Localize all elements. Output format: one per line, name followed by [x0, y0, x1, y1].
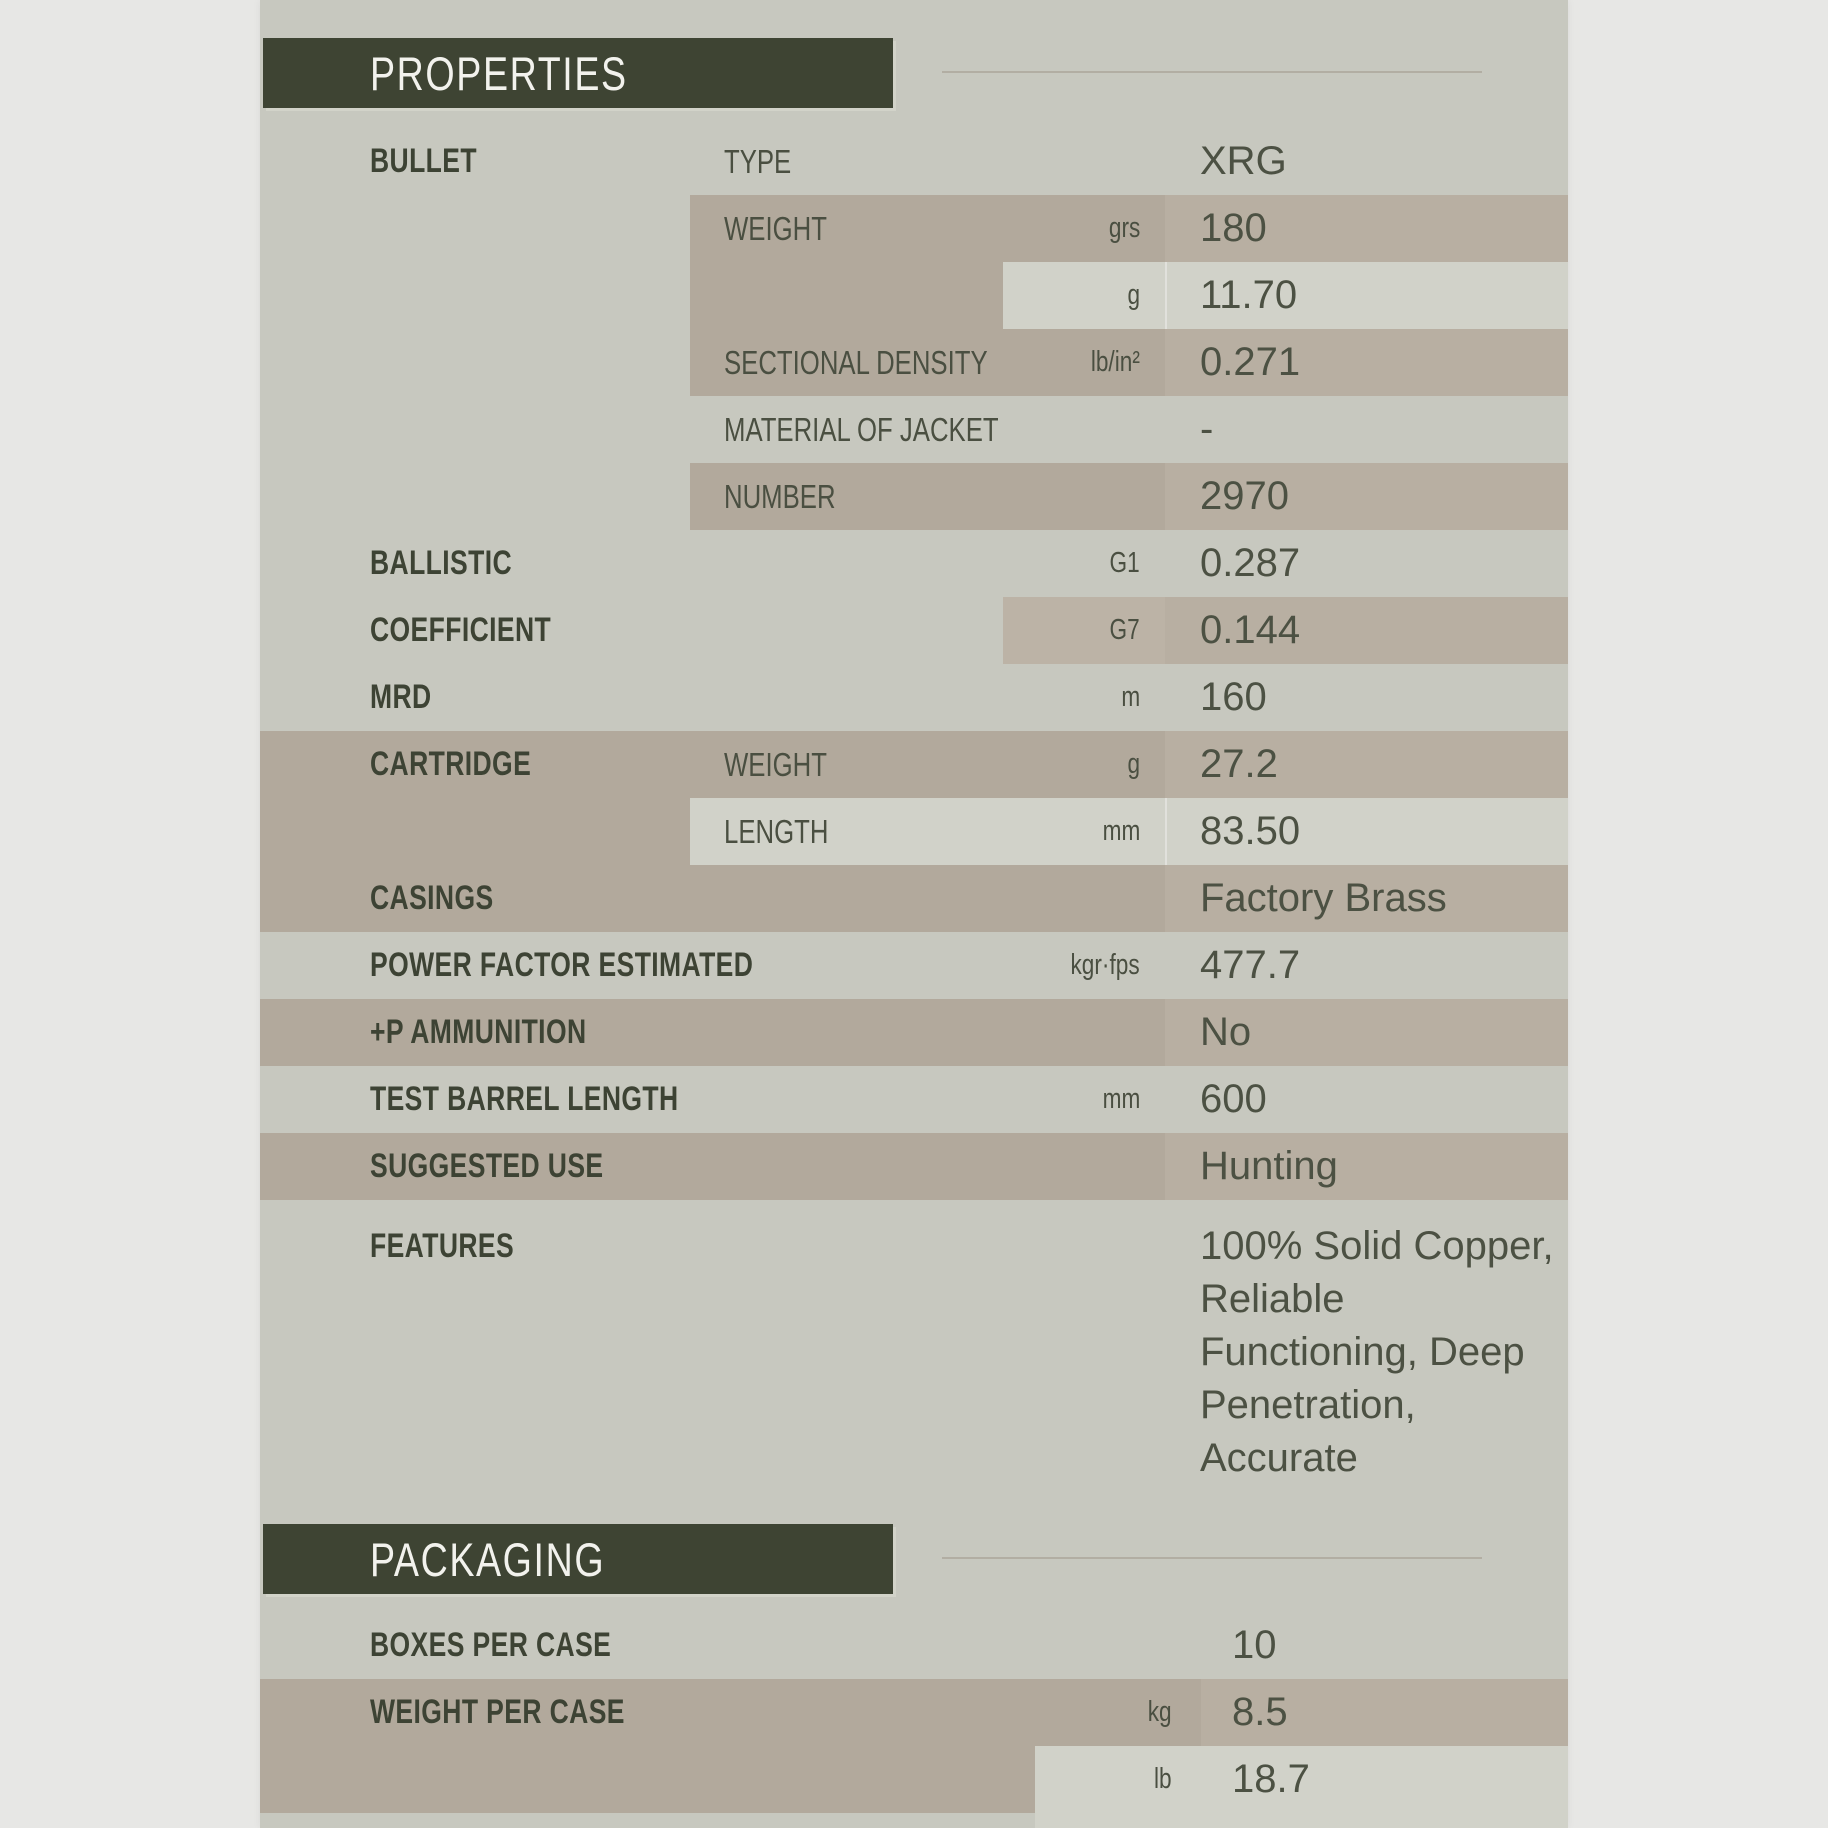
row-sublabel-sectional-density: SECTIONAL DENSITY: [724, 343, 988, 381]
row-value-suggested-use: Hunting: [1200, 1144, 1338, 1188]
row-unit-grs: grs: [1108, 212, 1140, 244]
row-value-features: [1200, 1220, 1554, 1485]
row-value-power-factor: 477.7: [1200, 943, 1301, 987]
row-unit-mm: mm: [1102, 815, 1140, 847]
cell-seam: [1165, 262, 1167, 329]
packaging-header-bar: [263, 1524, 893, 1594]
properties-header-rule: [942, 71, 1482, 73]
row-label-power-factor: POWER FACTOR ESTIMATED: [370, 946, 754, 984]
row-sublabel-length: LENGTH: [724, 812, 829, 850]
row-value-type: XRG: [1200, 139, 1287, 183]
features-line-3: Functioning, Deep: [1200, 1330, 1525, 1374]
row-label-bullet: BULLET: [370, 142, 477, 180]
row-unit-g: g: [1127, 279, 1140, 311]
features-line-2: Reliable: [1200, 1277, 1345, 1321]
properties-header-bar: [263, 38, 893, 108]
row-label-suggested-use: SUGGESTED USE: [370, 1147, 604, 1185]
row-value-boxes-per-case: 10: [1232, 1623, 1277, 1667]
packaging-header-rule: [942, 1557, 1482, 1559]
row-unit-cartridge-g: g: [1127, 748, 1140, 780]
spec-sheet: [260, 0, 1568, 1828]
row-value-length: 83.50: [1200, 809, 1301, 853]
row-value-test-barrel-length: 600: [1200, 1077, 1267, 1121]
cell-seam: [1165, 798, 1167, 865]
row-value-weight-per-case-lb: 18.7: [1232, 1757, 1310, 1801]
row-value-mrd: 160: [1200, 675, 1267, 719]
row-value-p-ammunition: No: [1200, 1010, 1252, 1054]
row-value-cartridge-weight: 27.2: [1200, 742, 1278, 786]
features-line-5: Accurate: [1200, 1436, 1358, 1480]
row-sublabel-material-of-jacket: MATERIAL OF JACKET: [724, 410, 999, 448]
row-sublabel-type: TYPE: [724, 142, 792, 180]
row-sublabel-number: NUMBER: [724, 477, 836, 515]
row-value-casings: Factory Brass: [1200, 876, 1447, 920]
row-unit-m: m: [1121, 681, 1140, 713]
row-label-boxes-per-case: BOXES PER CASE: [370, 1626, 612, 1664]
row-value-g7: 0.144: [1200, 608, 1301, 652]
row-unit-g1: G1: [1109, 547, 1140, 579]
row-unit-kg: kg: [1148, 1696, 1172, 1728]
row-unit-g7: G7: [1109, 614, 1140, 646]
row-value-material-of-jacket: -: [1200, 407, 1214, 451]
row-value-weight-g: 11.70: [1200, 273, 1298, 317]
row-value-number: 2970: [1200, 474, 1289, 518]
properties-title: PROPERTIES: [370, 46, 628, 100]
row-label-casings: CASINGS: [370, 879, 494, 917]
row-value-weight-per-case-kg: 8.5: [1232, 1690, 1288, 1734]
row-unit-lb-in2: lb/in²: [1090, 346, 1140, 378]
row-label-features: FEATURES: [370, 1227, 515, 1265]
row-value-weight-grs: 180: [1200, 206, 1267, 250]
row-label-weight-per-case: WEIGHT PER CASE: [370, 1693, 625, 1731]
features-line-4: Penetration,: [1200, 1383, 1416, 1427]
features-line-1: 100% Solid Copper,: [1200, 1224, 1554, 1268]
row-label-test-barrel-length: TEST BARREL LENGTH: [370, 1080, 679, 1118]
row-sublabel-cartridge-weight: WEIGHT: [724, 745, 827, 783]
row-label-cartridge: CARTRIDGE: [370, 745, 532, 783]
packaging-title: PACKAGING: [370, 1532, 606, 1586]
row-unit-kgr-fps: kgr·fps: [1070, 949, 1140, 981]
row-label-p-ammunition: +P AMMUNITION: [370, 1013, 587, 1051]
row-label-ballistic-coefficient: BALLISTIC COEFFICIENT: [370, 544, 552, 649]
row-unit-lb: lb: [1154, 1763, 1172, 1795]
row-unit-test-barrel-mm: mm: [1102, 1083, 1140, 1115]
row-value-g1: 0.287: [1200, 541, 1301, 585]
row-label-mrd: MRD: [370, 678, 432, 716]
row-value-sectional-density: 0.271: [1200, 340, 1301, 384]
row-sublabel-weight: WEIGHT: [724, 209, 827, 247]
